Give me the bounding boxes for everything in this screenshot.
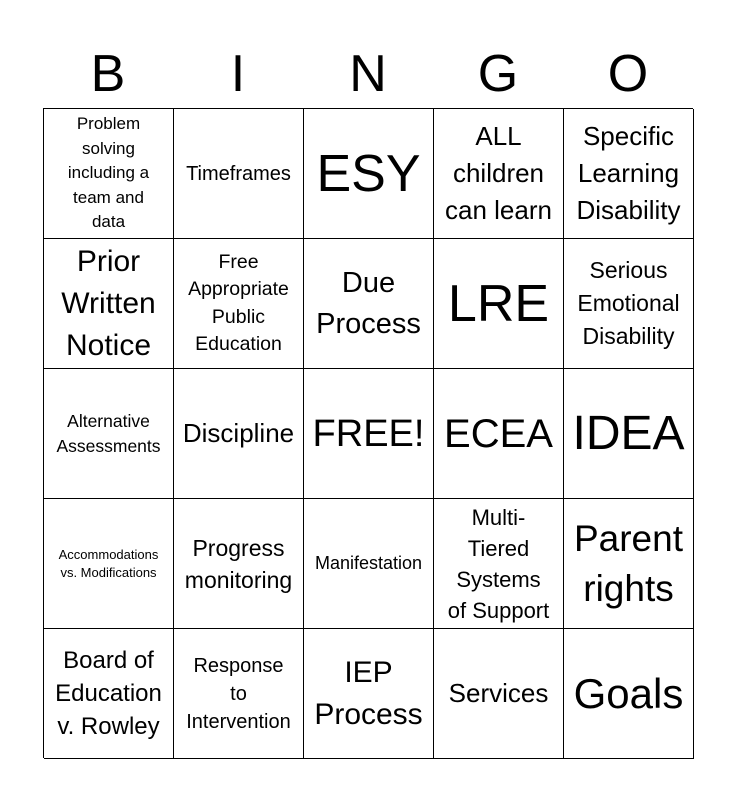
bingo-cell[interactable] (564, 629, 694, 759)
cell-text: Alternative Assessments (56, 410, 161, 456)
cell-text: Goals (573, 669, 684, 717)
bingo-cell[interactable] (44, 629, 174, 759)
bingo-header (43, 40, 693, 108)
bingo-cell[interactable] (434, 369, 564, 499)
bingo-cell[interactable] (304, 369, 434, 499)
cell-text: Serious Emotional Disability (577, 257, 680, 349)
bingo-cell[interactable] (304, 239, 434, 369)
header-letter-b: B (90, 45, 126, 103)
header-letter-n: N (349, 45, 387, 103)
bingo-cell[interactable] (564, 239, 694, 369)
cell-text: Problem solving including a team and data (67, 114, 150, 232)
cell-text: Accommodations vs. Modifications (58, 546, 159, 580)
header-letter-i: I (230, 45, 246, 103)
cell-text: Timeframes (186, 162, 291, 185)
bingo-cell[interactable] (174, 109, 304, 239)
cell-text: ESY (316, 144, 421, 203)
bingo-cell[interactable] (44, 369, 174, 499)
bingo-cell[interactable] (304, 629, 434, 759)
bingo-cell[interactable] (304, 109, 434, 239)
bingo-cell[interactable] (434, 239, 564, 369)
cell-text: FREE! (312, 412, 425, 455)
bingo-cell[interactable] (174, 239, 304, 369)
cell-text: Due Process (316, 266, 421, 340)
cell-text: ECEA (444, 411, 553, 456)
cell-text: Prior Written Notice (61, 244, 156, 362)
bingo-cell[interactable] (174, 369, 304, 499)
bingo-cell[interactable] (434, 499, 564, 629)
bingo-cell[interactable] (44, 499, 174, 629)
header-letter-o: O (607, 45, 649, 103)
cell-text: Services (448, 678, 549, 708)
cell-text: Discipline (182, 418, 295, 448)
cell-text: Board of Education v. Rowley (55, 647, 162, 740)
bingo-cell[interactable] (44, 109, 174, 239)
cell-text: ALL children can learn (445, 121, 552, 225)
bingo-cell[interactable] (434, 629, 564, 759)
bingo-cell[interactable] (564, 499, 694, 629)
bingo-cell[interactable] (564, 369, 694, 499)
cell-text: IDEA (572, 406, 685, 460)
cell-text: Manifestation (314, 553, 423, 573)
header-letter-g: G (477, 45, 519, 103)
bingo-cell[interactable] (174, 629, 304, 759)
bingo-cell[interactable] (564, 109, 694, 239)
bingo-cell[interactable] (44, 239, 174, 369)
cell-text: LRE (447, 274, 550, 333)
cell-text: IEP Process (314, 655, 423, 731)
cell-text: Free Appropriate Public Education (188, 250, 289, 355)
cell-text: Multi- Tiered Systems of Support (447, 504, 550, 623)
bingo-cell[interactable] (174, 499, 304, 629)
cell-text: Specific Learning Disability (576, 121, 681, 225)
cell-text: Progress monitoring (184, 534, 293, 593)
bingo-cell[interactable] (304, 499, 434, 629)
cell-text: Response to Intervention (186, 654, 291, 733)
cell-text: Parent rights (573, 517, 683, 609)
bingo-card-grid (43, 108, 693, 758)
bingo-cell[interactable] (434, 109, 564, 239)
